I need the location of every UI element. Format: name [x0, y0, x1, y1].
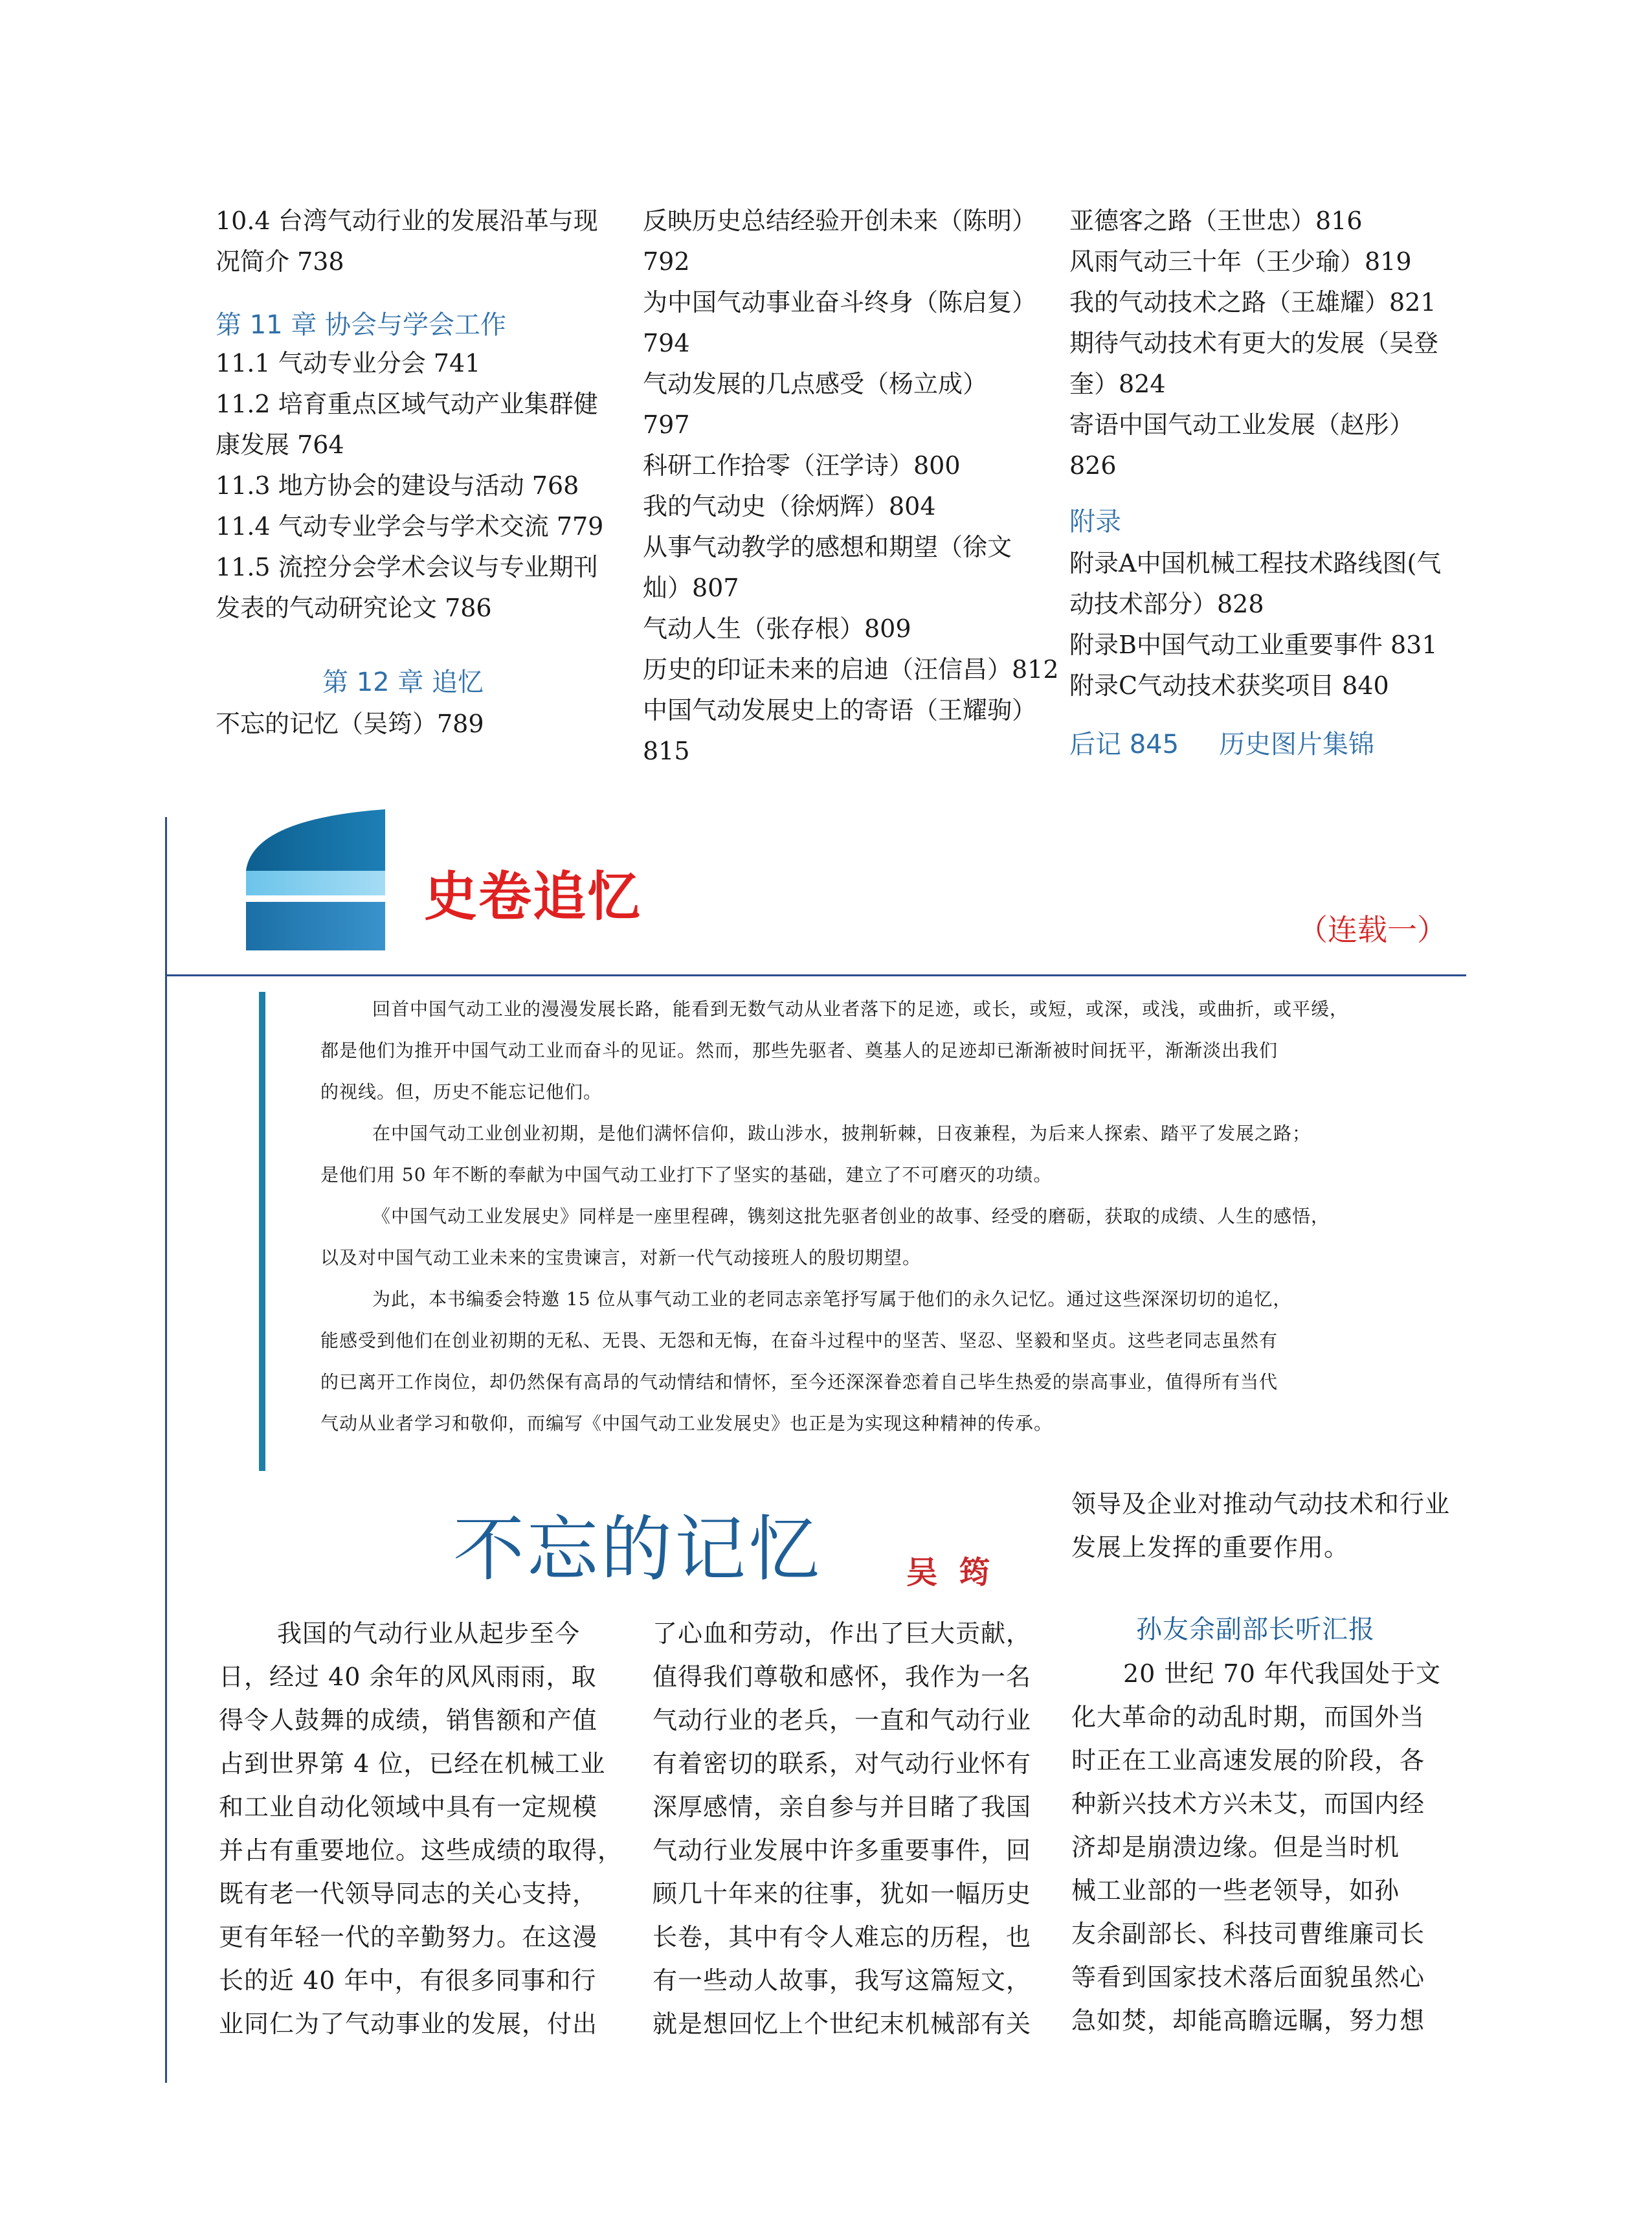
article-line: 了心血和劳动，作出了巨大贡献， [653, 1619, 1032, 1648]
toc-line: 风雨气动三十年（王少瑜）819 [1069, 247, 1412, 276]
toc-line: 792 [643, 247, 690, 276]
serial-label: （连载一） [1298, 912, 1447, 947]
toc-line: 历史的印证未来的启迪（汪信昌）812 [643, 655, 1059, 684]
toc-line: 我的气动史（徐炳辉）804 [643, 492, 936, 521]
article-line: 长的近 40 年中，有很多同事和行 [219, 1966, 597, 1995]
intro-accent-bar [259, 992, 265, 1471]
article-line: 气动行业的老兵，一直和气动行业 [653, 1706, 1032, 1734]
intro-line: 都是他们为推开中国气动工业而奋斗的见证。然而，那些先驱者、奠基人的足迹却已渐渐被时间抚平，渐渐淡出我们 [320, 1040, 1278, 1061]
toc-line: 附录B中国气动工业重要事件 831 [1069, 631, 1438, 659]
toc-column-1 [216, 201, 604, 745]
intro-line: 为此，本书编委会特邀 15 位从事气动工业的老同志亲笔抒写属于他们的永久记忆。通过这些深深切切的追忆， [372, 1288, 1292, 1310]
toc-line: 826 [1069, 451, 1117, 480]
article-line: 长卷，其中有令人难忘的历程，也 [653, 1923, 1032, 1951]
toc-line: 11.1 气动专业分会 741 [216, 349, 481, 377]
article-line: 更有年轻一代的辛勤努力。在这漫 [219, 1923, 598, 1951]
postscript-label: 后记 845 [1069, 730, 1179, 759]
intro-paragraph [320, 1113, 1460, 1196]
intro-line: 气动从业者学习和敬仰，而编写《中国气动工业发展史》也正是为实现这种精神的传承。 [320, 1413, 1053, 1434]
article-line: 化大革命的动乱时期，而国外当 [1071, 1703, 1425, 1731]
article-column-1 [219, 1612, 623, 2046]
article-line: 和工业自动化领域中具有一定规模 [219, 1793, 598, 1821]
article-title: 不忘的记忆 [453, 1508, 822, 1591]
toc-line: 从事气动教学的感想和期望（徐文 [643, 533, 1012, 561]
intro-line: 的视线。但，历史不能忘记他们。 [320, 1081, 603, 1103]
toc-line: 11.5 流控分会学术会议与专业期刊 [216, 553, 598, 581]
appendix-heading: 附录 [1069, 507, 1121, 537]
article-line: 有一些动人故事，我写这篇短文， [653, 1966, 1032, 1995]
banner-rule [165, 974, 1466, 976]
intro-text [320, 989, 1460, 1444]
intro-paragraph [320, 989, 1460, 1113]
gallery-label: 历史图片集锦 [1219, 730, 1375, 759]
intro-line: 的已离开工作岗位，却仍然保有高昂的气动情结和情怀，至今还深深眷恋着自己毕生热爱的崇高事业，值得所有当代 [320, 1371, 1278, 1393]
toc-line: 815 [643, 737, 690, 765]
article-line: 就是想回忆上个世纪末机械部有关 [653, 2010, 1032, 2038]
toc-line: 附录A中国机械工程技术路线图(气 [1069, 549, 1442, 578]
intro-line: 能感受到他们在创业初期的无私、无畏、无怨和无悔，在奋斗过程中的坚苦、坚忍、坚毅和坚贞。这些老同志虽然有 [320, 1330, 1278, 1351]
banner-title: 史卷追忆 [424, 866, 642, 928]
toc-line: 发表的气动研究论文 786 [216, 594, 492, 622]
chapter-12-heading: 第 12 章 追忆 [322, 668, 484, 697]
toc-line: 797 [643, 410, 690, 439]
article-line: 济却是崩溃边缘。但是当时机 [1071, 1833, 1400, 1861]
intro-paragraph [320, 1196, 1460, 1279]
toc-line: 中国气动发展史上的寄语（王耀驹） [643, 696, 1037, 724]
toc-line: 附录C气动技术获奖项目 840 [1069, 671, 1389, 700]
toc-line: 寄语中国气动工业发展（赵彤） [1069, 410, 1414, 439]
article-line: 值得我们尊敬和感怀，我作为一名 [653, 1663, 1032, 1691]
toc-line: 况简介 738 [216, 247, 344, 276]
article-line: 深厚感情，亲自参与并目睹了我国 [653, 1793, 1032, 1821]
intro-line: 在中国气动工业创业初期，是他们满怀信仰，跋山涉水，披荆斩棘，日夜兼程，为后来人探索、踏平了发展之路； [372, 1123, 1312, 1144]
toc-column-3 [1069, 201, 1458, 767]
toc-line: 10.4 台湾气动行业的发展沿革与现 [216, 207, 598, 235]
toc-line: 奎）824 [1069, 370, 1166, 398]
article-line: 顾几十年来的往事，犹如一幅历史 [653, 1880, 1032, 1908]
toc-line: 11.3 地方协会的建设与活动 768 [216, 471, 579, 500]
article-line: 等看到国家技术落后面貌虽然心 [1071, 1963, 1425, 1992]
article-line: 气动行业发展中许多重要事件，回 [653, 1836, 1032, 1865]
article-line: 发展上发挥的重要作用。 [1071, 1533, 1350, 1562]
toc-line: 康发展 764 [216, 431, 344, 459]
article-line: 领导及企业对推动气动技术和行业 [1071, 1490, 1451, 1518]
article-author: 吴 筠 [906, 1554, 990, 1591]
article-column-3 [1071, 1483, 1460, 2043]
toc-line: 为中国气动事业奋斗终身（陈启复） [643, 288, 1037, 317]
toc-line: 亚德客之路（王世忠）816 [1069, 207, 1363, 235]
banner-logo-graphic [246, 806, 388, 955]
article-line: 种新兴技术方兴未艾，而国内经 [1071, 1790, 1425, 1818]
article-line: 急如焚，却能高瞻远瞩，努力想 [1071, 2006, 1425, 2035]
article-column-2 [653, 1612, 1041, 2046]
section-subheading: 孙友余副部长听汇报 [1136, 1615, 1375, 1644]
intro-line: 以及对中国气动工业未来的宝贵谏言，对新一代气动接班人的殷切期望。 [320, 1247, 922, 1268]
toc-line: 不忘的记忆（吴筠）789 [216, 710, 484, 738]
article-line: 并占有重要地位。这些成绩的取得， [219, 1836, 623, 1865]
article-line: 日，经过 40 余年的风风雨雨，取 [219, 1663, 597, 1691]
toc-line: 气动人生（张存根）809 [643, 614, 911, 643]
article-line: 友余副部长、科技司曹维廉司长 [1071, 1920, 1425, 1948]
chapter-11-heading: 第 11 章 协会与学会工作 [216, 310, 507, 340]
left-margin-rule [165, 817, 167, 2083]
toc-line: 灿）807 [643, 574, 739, 602]
toc-line: 动技术部分）828 [1069, 590, 1264, 618]
toc-line: 794 [643, 329, 690, 357]
intro-line: 回首中国气动工业的漫漫发展长路，能看到无数气动从业者落下的足迹，或长，或短，或深，或浅，或曲折，或平缓， [372, 998, 1349, 1020]
toc-line: 科研工作拾零（汪学诗）800 [643, 451, 961, 480]
article-line: 时正在工业高速发展的阶段，各 [1071, 1746, 1425, 1775]
intro-line: 是他们用 50 年不断的奉献为中国气动工业打下了坚实的基础，建立了不可磨灭的功绩。 [320, 1164, 1053, 1185]
article-line: 20 世纪 70 年代我国处于文 [1123, 1659, 1441, 1688]
article-line: 我国的气动行业从起步至今 [277, 1619, 581, 1648]
article-line: 业同仁为了气动事业的发展，付出 [219, 2010, 598, 2038]
intro-line: 《中国气动工业发展史》同样是一座里程碑，镌刻这批先驱者创业的故事、经受的磨砺，获取的成绩、人生的感悟， [372, 1206, 1330, 1227]
article-line: 有着密切的联系，对气动行业怀有 [653, 1749, 1032, 1778]
toc-line: 气动发展的几点感受（杨立成） [643, 370, 988, 398]
toc-column-2 [643, 201, 1059, 772]
toc-line: 我的气动技术之路（王雄耀）821 [1069, 288, 1436, 317]
toc-line: 期待气动技术有更大的发展（吴登 [1069, 329, 1439, 357]
toc-line: 11.2 培育重点区域气动产业集群健 [216, 390, 598, 418]
article-line: 械工业部的一些老领导，如孙 [1071, 1876, 1400, 1905]
postscript-line [1069, 722, 1458, 767]
article-line: 占到世界第 4 位，已经在机械工业 [219, 1749, 606, 1778]
toc-line: 反映历史总结经验开创未来（陈明） [643, 207, 1037, 235]
article-line: 既有老一代领导同志的关心支持， [219, 1880, 598, 1908]
intro-paragraph [320, 1279, 1460, 1444]
toc-line: 11.4 气动专业学会与学术交流 779 [216, 512, 604, 541]
article-line: 得令人鼓舞的成绩，销售额和产值 [219, 1706, 598, 1734]
